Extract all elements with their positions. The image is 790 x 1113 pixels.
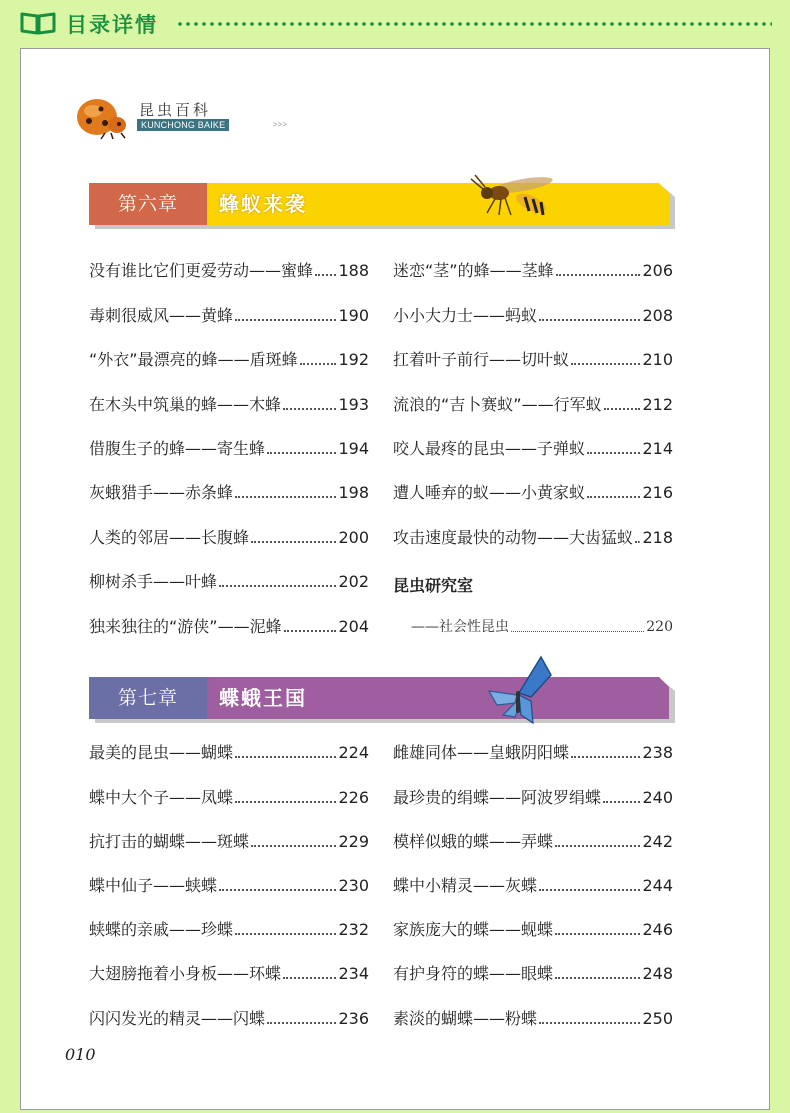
dot-leader bbox=[635, 540, 640, 543]
toc-item[interactable]: 扛着叶子前行——切叶蚁 210 bbox=[393, 350, 673, 369]
dot-leader bbox=[235, 755, 336, 758]
toc-item[interactable]: 人类的邻居——长腹蜂 200 bbox=[89, 528, 369, 547]
toc-item[interactable]: 迷恋“茎”的蜂——茎蜂 206 bbox=[393, 261, 673, 280]
butterfly-icon bbox=[481, 653, 557, 731]
toc-item[interactable]: 遭人唾弃的蚁——小黄家蚁 216 bbox=[393, 483, 673, 502]
dot-leader bbox=[571, 755, 640, 758]
dot-leader bbox=[251, 844, 336, 847]
toc-item[interactable]: 借腹生子的蜂——寄生蜂 194 bbox=[89, 439, 369, 458]
chapter-6-title: 蜂蚁来袭 bbox=[219, 192, 307, 216]
header-title: 目录详情 bbox=[66, 13, 158, 37]
ladybug-icon bbox=[75, 91, 131, 141]
toc-item[interactable]: 闪闪发光的精灵——闪蝶 236 bbox=[89, 1009, 369, 1028]
dot-leader bbox=[587, 451, 640, 454]
toc-item[interactable]: 蝶中仙子——蛱蝶 230 bbox=[89, 876, 369, 895]
toc-item[interactable]: 流浪的“吉卜赛蚁”——行军蚁 212 bbox=[393, 395, 673, 414]
brand-title: 昆虫百科 bbox=[139, 101, 212, 119]
dot-leader bbox=[587, 495, 640, 498]
dot-leader bbox=[283, 407, 336, 410]
dot-leader bbox=[283, 976, 336, 979]
dot-leader bbox=[235, 318, 336, 321]
dot-leader bbox=[555, 932, 640, 935]
dot-leader bbox=[251, 540, 336, 543]
chapter-7-banner bbox=[89, 677, 675, 723]
dot-leader bbox=[555, 844, 640, 847]
toc-item[interactable]: 有护身符的蝶——眼蝶 248 bbox=[393, 964, 673, 983]
lab-section-title: 昆虫研究室 bbox=[393, 576, 474, 595]
dot-leader bbox=[315, 273, 336, 276]
dot-leader bbox=[604, 407, 641, 410]
dot-leader bbox=[284, 629, 337, 632]
toc-item[interactable]: 大翅膀拖着小身板——环蝶 234 bbox=[89, 964, 369, 983]
toc-item[interactable]: 在木头中筑巢的蜂——木蜂 193 bbox=[89, 395, 369, 414]
toc-page bbox=[20, 48, 770, 1110]
wasp-icon bbox=[465, 171, 565, 221]
toc-item[interactable]: 蝶中大个子——凤蝶 226 bbox=[89, 788, 369, 807]
dot-leader bbox=[235, 932, 336, 935]
dot-leader bbox=[539, 1021, 640, 1024]
header-dotted-line bbox=[176, 21, 772, 27]
toc-item[interactable]: 最珍贵的绢蝶——阿波罗绢蝶 240 bbox=[393, 788, 673, 807]
dot-leader bbox=[219, 888, 336, 891]
toc-item[interactable]: 毒刺很威风——黄蜂 190 bbox=[89, 306, 369, 325]
dot-leader bbox=[267, 1021, 336, 1024]
chapter-6-banner bbox=[89, 183, 675, 229]
brand-arrows: >>> bbox=[273, 120, 288, 129]
lab-section-item[interactable]: ——社会性昆虫 220 bbox=[411, 619, 673, 635]
dot-leader bbox=[603, 800, 640, 803]
toc-item[interactable]: 蛱蝶的亲戚——珍蝶 232 bbox=[89, 920, 369, 939]
dot-leader bbox=[539, 318, 640, 321]
toc-item[interactable]: 攻击速度最快的动物——大齿猛蚁 218 bbox=[393, 528, 673, 547]
toc-item[interactable]: 没有谁比它们更爱劳动——蜜蜂 188 bbox=[89, 261, 369, 280]
dot-leader bbox=[219, 584, 336, 587]
dot-leader bbox=[300, 362, 337, 365]
toc-item[interactable]: 家族庞大的蝶——蚬蝶 246 bbox=[393, 920, 673, 939]
toc-item[interactable]: 灰蛾猎手——赤条蜂 198 bbox=[89, 483, 369, 502]
brand-block bbox=[75, 91, 288, 141]
dot-leader bbox=[267, 451, 336, 454]
chapter-7-number: 第七章 bbox=[117, 687, 178, 709]
header-bar bbox=[0, 0, 790, 48]
chapter-7-title: 蝶蛾王国 bbox=[219, 686, 307, 710]
dot-leader bbox=[539, 888, 640, 891]
page-number: 010 bbox=[65, 1045, 96, 1064]
toc-item[interactable]: “外衣”最漂亮的蜂——盾斑蜂 192 bbox=[89, 350, 369, 369]
dot-leader bbox=[511, 630, 644, 632]
toc-item[interactable]: 最美的昆虫——蝴蝶 224 bbox=[89, 743, 369, 762]
dot-leader bbox=[556, 273, 641, 276]
toc-item[interactable]: 雌雄同体——皇蛾阴阳蝶 238 bbox=[393, 743, 673, 762]
toc-item[interactable]: 模样似蛾的蝶——弄蝶 242 bbox=[393, 832, 673, 851]
chapter-6-number: 第六章 bbox=[117, 193, 178, 215]
dot-leader bbox=[555, 976, 640, 979]
open-book-icon bbox=[20, 11, 56, 35]
dot-leader bbox=[235, 800, 336, 803]
toc-item[interactable]: 咬人最疼的昆虫——子弹蚁 214 bbox=[393, 439, 673, 458]
toc-item[interactable]: 抗打击的蝴蝶——斑蝶 229 bbox=[89, 832, 369, 851]
toc-item[interactable]: 柳树杀手——叶蜂 202 bbox=[89, 572, 369, 591]
toc-item[interactable]: 独来独往的“游侠”——泥蜂 204 bbox=[89, 617, 369, 636]
dot-leader bbox=[571, 362, 640, 365]
toc-item[interactable]: 蝶中小精灵——灰蝶 244 bbox=[393, 876, 673, 895]
dot-leader bbox=[235, 495, 336, 498]
toc-item[interactable]: 素淡的蝴蝶——粉蝶 250 bbox=[393, 1009, 673, 1028]
brand-subtitle: KUNCHONG BAIKE bbox=[137, 119, 229, 131]
toc-item[interactable]: 小小大力士——蚂蚁 208 bbox=[393, 306, 673, 325]
